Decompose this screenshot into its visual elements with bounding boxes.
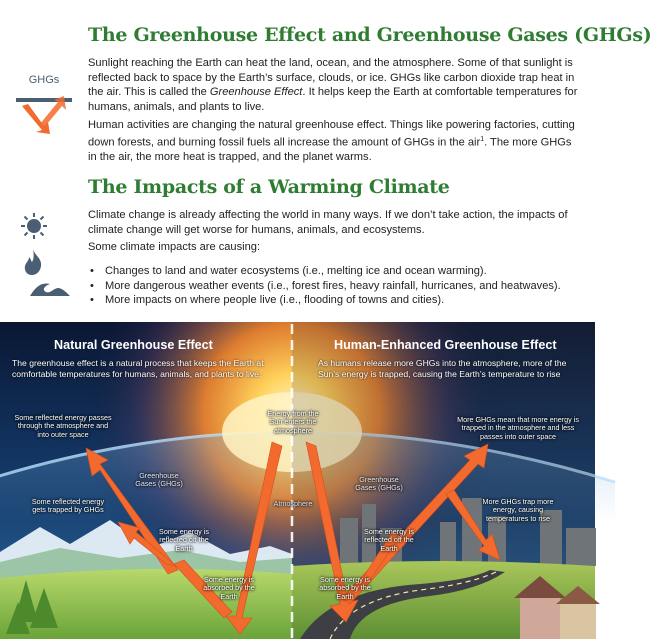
wave-icon [30, 278, 70, 298]
right-panel-title: Human-Enhanced Greenhouse Effect [334, 338, 557, 352]
list-item: • More dangerous weather events (i.e., forest fires, heavy rainfall, hurricanes, and heatwaves). [88, 279, 588, 294]
label-energy-from-sun: Energy from the Sun enters the atmosphere [267, 409, 319, 435]
left-panel-title: Natural Greenhouse Effect [54, 338, 213, 352]
label-atmosphere: Atmosphere [273, 499, 313, 508]
label-left-absorbed: Some energy is absorbed by the Earth [203, 575, 255, 601]
impacts-paragraph-1: Climate change is already affecting the world in many ways. If we don’t take action, the impacts of climate change will get worse for humans, animals, and ecosystems. [88, 209, 568, 236]
reflection-arrow-icon [14, 92, 74, 136]
sun-icon [20, 212, 48, 240]
impacts-paragraph-2: Some climate impacts are causing: [88, 241, 261, 253]
fire-icon [22, 248, 44, 276]
greenhouse-infographic [0, 322, 595, 639]
right-panel-description: As humans release more GHGs into the atmosphere, more of the Sun’s energy is trapped, causing the Earth’s temperature to rise [318, 358, 567, 379]
list-item: • More impacts on where people live (i.e., flooding of towns and cities). [88, 293, 588, 308]
label-right-trap-more: More GHGs trap more energy, causing temperatures to rise [482, 497, 554, 523]
label-right-reflected-earth: Some energy is reflected off the Earth [364, 527, 414, 553]
list-item: • Changes to land and water ecosystems (i.e., melting ice and ocean warming). [88, 264, 588, 279]
impacts-list [88, 264, 588, 308]
left-panel-description: The greenhouse effect is a natural process that keeps the Earth at comfortable temperatures for humans, animals, and plants to live. [12, 358, 264, 379]
section-title-greenhouse: The Greenhouse Effect and Greenhouse Gases (GHGs) [88, 24, 651, 46]
ghgs-icon-label: GHGs [28, 74, 60, 86]
label-ghg-left: Greenhouse Gases (GHGs) [135, 471, 183, 489]
label-ghg-right: Greenhouse Gases (GHGs) [355, 475, 403, 493]
label-left-trapped: Some reflected energy gets trapped by GHGs [31, 497, 105, 515]
label-right-absorbed: Some energy is absorbed by the Earth [319, 575, 371, 601]
label-left-reflected-earth: Some energy is reflected off the Earth [159, 527, 209, 553]
label-right-less-space: More GHGs mean that more energy is trapped in the atmosphere and less passes into outer space [457, 415, 579, 441]
section-title-impacts: The Impacts of a Warming Climate [88, 176, 450, 198]
label-left-reflected-space: Some reflected energy passes through the atmosphere and into outer space [14, 413, 112, 439]
greenhouse-paragraph-2: Human activities are changing the natural greenhouse effect. Things like powering factories, cutting down forests, and burning fossil fuels all increase the amount of GHGs in the air$^1$. The more GHGs in the air, the more heat is trapped, and the planet warms. [88, 119, 575, 163]
greenhouse-paragraph-1: Sunlight reaching the Earth can heat the land, ocean, and the atmosphere. Some of that sunlight is reflected back to space by the Earth’s surface, clouds, or ice. GHGs like carbon dioxide trap heat in the air. This is called the Greenhouse Effect. It helps keep the Earth at comfortable temperatures for humans, animals, and plants to live. [88, 57, 578, 113]
